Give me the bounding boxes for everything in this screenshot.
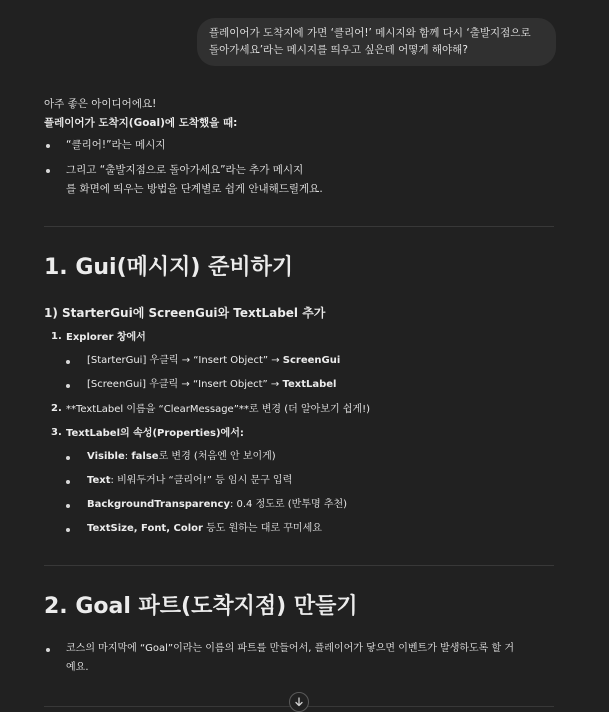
property-visible [87, 450, 276, 464]
step-1-item-b [87, 378, 336, 392]
step-2-text: **TextLabel 이름을 “ClearMessage”**로 변경 (더 알아보기 쉽게!) [66, 404, 371, 415]
section-2-bullet-line-1: 코스의 마지막에 “Goal”이라는 이름의 파트를 만들어서, 플레이어가 닿으면 이벤트가 발생하도록 할 거 [66, 643, 515, 654]
bullet-dot [66, 480, 70, 484]
section-1-heading: 1. Gui(메시지) 준비하기 [44, 255, 294, 280]
property-name: Visible [87, 451, 125, 462]
user-message-line-1: 플레이어가 도착지에 가면 ‘클리어!’ 메시지와 함께 다시 ‘출발지점으로 [209, 27, 531, 39]
bullet-dot [66, 528, 70, 532]
property-background-transparency [87, 498, 347, 512]
bullet-dot [66, 456, 70, 460]
bullet-dot [46, 648, 50, 652]
intro-line-2: 플레이어가 도착지(Goal)에 도착했을 때: [44, 117, 238, 129]
step-2-number: 2. [51, 403, 62, 414]
step-1-item-b-text: [ScreenGui] 우클릭 → “Insert Object” → [87, 379, 283, 390]
step-1-number: 1. [51, 331, 62, 342]
property-desc: : 0.4 정도로 (반투명 추천) [229, 499, 348, 510]
property-name: TextSize, Font, Color [87, 523, 203, 534]
property-desc: 로 변경 (처음엔 안 보이게) [158, 451, 276, 462]
step-3-title: TextLabel의 속성(Properties)에서: [66, 428, 244, 439]
intro-bullet-2-line-1: 그리고 “출발지점으로 돌아가세요”라는 추가 메시지 [66, 164, 304, 176]
property-name: Text [87, 475, 111, 486]
user-message-line-2: 돌아가세요’라는 메시지를 띄우고 싶은데 어떻게 해야해? [209, 44, 468, 56]
arrow-down-icon [294, 695, 304, 709]
step-3-number: 3. [51, 427, 62, 438]
step-1-item-a-bold: ScreenGui [282, 355, 341, 366]
step-1-item-b-bold: TextLabel [282, 379, 337, 390]
property-name: BackgroundTransparency [87, 499, 230, 510]
scroll-to-bottom-button[interactable] [289, 692, 309, 712]
property-text [87, 474, 292, 488]
section-divider [44, 226, 554, 227]
property-desc: : 비워두거나 “클리어!” 등 임시 문구 입력 [110, 475, 293, 486]
section-2-heading: 2. Goal 파트(도착지점) 만들기 [44, 594, 358, 619]
bullet-dot [46, 144, 50, 148]
section-divider [44, 565, 554, 566]
intro-line-1: 아주 좋은 아이디어에요! [44, 98, 157, 110]
user-message-bubble [197, 18, 556, 66]
intro-bullet-1: “클리어!”라는 메시지 [66, 139, 166, 151]
property-sep: : [124, 451, 132, 462]
step-1-item-a [87, 354, 340, 368]
bullet-dot [66, 504, 70, 508]
property-desc: 등도 원하는 대로 꾸미세요 [202, 523, 322, 534]
step-1-title: Explorer 창에서 [66, 332, 146, 343]
property-value: false [131, 451, 159, 462]
step-1-item-a-text: [StarterGui] 우클릭 → “Insert Object” → [87, 355, 283, 366]
section-2-bullet-line-2: 예요. [66, 662, 89, 673]
section-1-subheading: 1) StarterGui에 ScreenGui와 TextLabel 추가 [44, 306, 326, 320]
bullet-dot [66, 360, 70, 364]
property-style [87, 522, 322, 536]
bullet-dot [46, 169, 50, 173]
bullet-dot [66, 384, 70, 388]
intro-bullet-2-line-2: 를 화면에 띄우는 방법을 단계별로 쉽게 안내해드릴게요. [66, 183, 323, 195]
